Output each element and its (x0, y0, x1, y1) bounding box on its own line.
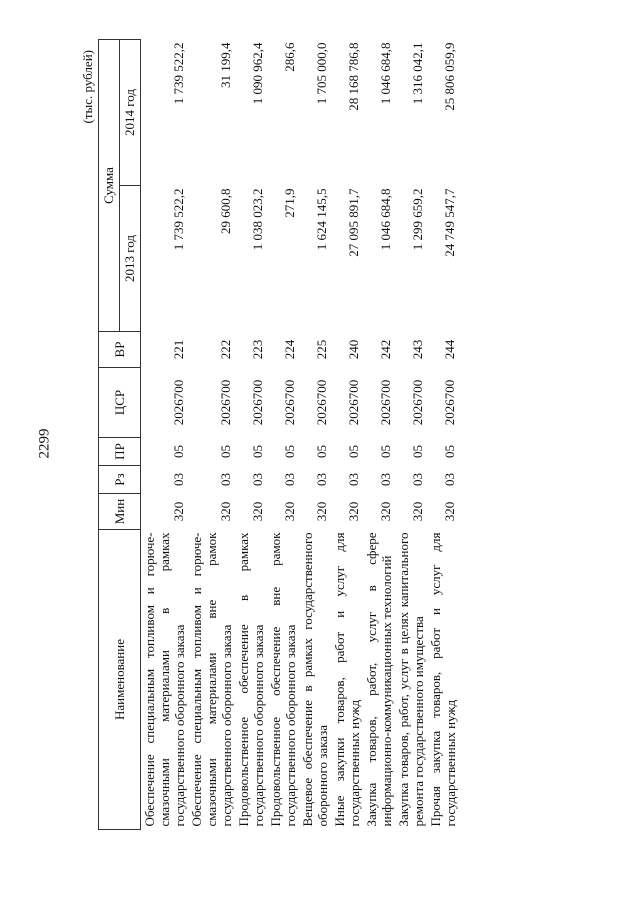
row-sum-2013: 1 038 023,2 (250, 188, 265, 251)
row-name: Продовольственное обеспечение в рамках государственного оборонного заказа (236, 532, 266, 827)
table-row (427, 40, 459, 830)
header-2014: 2014 год (120, 40, 141, 186)
row-sum-2013: 24 749 547,7 (442, 188, 457, 257)
table-row (267, 40, 299, 830)
row-csr: 2026700 (378, 379, 393, 426)
row-vr: 222 (218, 339, 233, 360)
row-pr: 05 (250, 445, 265, 458)
row-vr: 244 (442, 339, 457, 360)
row-rz: 03 (171, 473, 186, 486)
row-rz: 03 (378, 473, 393, 486)
row-vr: 243 (410, 339, 425, 360)
row-pr: 05 (282, 445, 297, 458)
row-min: 320 (218, 501, 233, 522)
row-csr: 2026700 (282, 379, 297, 426)
row-name: Продовольственное обеспечение вне рамок государственного оборонного заказа (268, 532, 298, 827)
table-row (299, 40, 331, 830)
header-rz: Рз (99, 466, 141, 494)
row-rz: 03 (218, 473, 233, 486)
row-csr: 2026700 (218, 379, 233, 426)
row-sum-2013: 1 624 145,5 (314, 188, 329, 251)
row-min: 320 (282, 501, 297, 522)
table-container (80, 40, 550, 830)
rotated-table-area (80, 40, 550, 830)
row-name: Закупка товаров, работ, услуг в сфере информационно-коммуникационных технологий (364, 532, 394, 827)
header-sum: Сумма (99, 40, 120, 332)
row-csr: 2026700 (250, 379, 265, 426)
header-name: Наименование (99, 530, 141, 830)
row-vr: 223 (250, 339, 265, 360)
row-name: Обеспечение специальным топливом и горюче-смазочными материалами в рамках государственного оборонного заказа (142, 532, 187, 827)
row-pr: 05 (171, 445, 186, 458)
row-rz: 03 (250, 473, 265, 486)
row-sum-2014: 1 739 522,2 (171, 42, 186, 105)
row-min: 320 (410, 501, 425, 522)
row-sum-2014: 31 199,4 (218, 42, 233, 88)
row-pr: 05 (378, 445, 393, 458)
table-row (395, 40, 427, 830)
row-pr: 05 (314, 445, 329, 458)
row-sum-2013: 1 739 522,2 (171, 188, 186, 251)
header-row-1 (99, 40, 120, 830)
row-name: Иные закупки товаров, работ и услуг для государственных нужд (332, 532, 362, 827)
row-sum-2013: 271,9 (282, 188, 297, 218)
header-2013: 2013 год (120, 186, 141, 332)
row-csr: 2026700 (171, 379, 186, 426)
row-min: 320 (378, 501, 393, 522)
row-name: Закупка товаров, работ, услуг в целях капитального ремонта государственного имущества (396, 532, 426, 827)
table-row (235, 40, 267, 830)
row-sum-2013: 29 600,8 (218, 188, 233, 234)
budget-table (98, 39, 459, 830)
row-sum-2014: 25 806 059,9 (442, 42, 457, 111)
row-min: 320 (442, 501, 457, 522)
row-pr: 05 (442, 445, 457, 458)
row-sum-2014: 1 316 042,1 (410, 42, 425, 105)
row-min: 320 (250, 501, 265, 522)
row-vr: 224 (282, 339, 297, 360)
row-vr: 221 (171, 339, 186, 360)
row-csr: 2026700 (442, 379, 457, 426)
row-rz: 03 (282, 473, 297, 486)
table-row (331, 40, 363, 830)
table-row (188, 40, 235, 830)
table-body (141, 40, 460, 830)
header-min: Мин (99, 494, 141, 530)
row-csr: 2026700 (346, 379, 361, 426)
row-vr: 240 (346, 339, 361, 360)
row-vr: 242 (378, 339, 393, 360)
row-rz: 03 (442, 473, 457, 486)
row-sum-2014: 1 090 962,4 (250, 42, 265, 105)
row-sum-2013: 1 046 684,8 (378, 188, 393, 251)
row-vr: 225 (314, 339, 329, 360)
row-sum-2014: 1 705 000,0 (314, 42, 329, 105)
page-number: 2299 (36, 428, 53, 459)
row-pr: 05 (346, 445, 361, 458)
header-vr: ВР (99, 332, 141, 368)
header-csr: ЦСР (99, 368, 141, 438)
table-row (363, 40, 395, 830)
row-sum-2014: 1 046 684,8 (378, 42, 393, 105)
row-sum-2014: 28 168 786,8 (346, 42, 361, 111)
row-sum-2013: 27 095 891,7 (346, 188, 361, 257)
row-pr: 05 (218, 445, 233, 458)
row-name: Обеспечение специальным топливом и горюче-смазочными материалами вне рамок государственного оборонного заказа (189, 532, 234, 827)
row-rz: 03 (346, 473, 361, 486)
row-min: 320 (314, 501, 329, 522)
table-row (141, 40, 189, 830)
row-pr: 05 (410, 445, 425, 458)
units-label: (тыс. рублей) (80, 50, 95, 124)
row-rz: 03 (314, 473, 329, 486)
row-csr: 2026700 (410, 379, 425, 426)
row-rz: 03 (410, 473, 425, 486)
row-csr: 2026700 (314, 379, 329, 426)
row-name: Вещевое обеспечение в рамках государственного оборонного заказа (300, 532, 330, 827)
row-name: Прочая закупка товаров, работ и услуг для государственных нужд (428, 532, 458, 827)
row-min: 320 (171, 501, 186, 522)
row-sum-2014: 286,6 (282, 42, 297, 72)
header-pr: ПР (99, 438, 141, 466)
row-min: 320 (346, 501, 361, 522)
row-sum-2013: 1 299 659,2 (410, 188, 425, 251)
